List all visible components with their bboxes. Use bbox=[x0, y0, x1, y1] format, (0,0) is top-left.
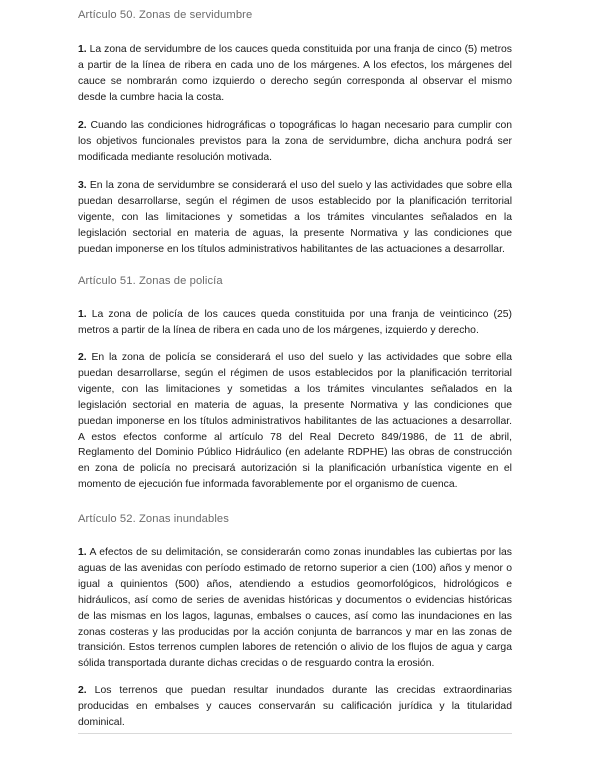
paragraph bbox=[78, 545, 512, 672]
paragraph-number: 2. bbox=[78, 685, 87, 696]
article-title: Artículo 51. Zonas de policía bbox=[78, 275, 223, 287]
paragraph bbox=[78, 42, 512, 106]
paragraph-number: 3. bbox=[78, 180, 87, 191]
paragraph-text: A efectos de su delimitación, se considerarán como zonas inundables las cubiertas por las aguas de las avenidas con período estimado de retorno superior a cien (100) años y menor o igual a quinientos (500) años, atendiendo a estudios geomorfológicos, hidrológicos e hidráulicos, así como de series de avenidas históricas y documentos o evidencias históricas de las mismas en los lagos, lagunas, embalses o cauces, así como las inundaciones en las zonas costeras y las producidas por la acción conjunta de barrancos y mar en las zonas de transición. Estos terrenos cumplen labores de retención o alivio de los flujos de agua y carga sólida transportada durante dichas crecidas o de resguardo contra la erosión. bbox=[78, 547, 512, 670]
paragraph-text: Los terrenos que puedan resultar inundados durante las crecidas extraordinarias producidas en embalses y cauces conservarán su calificación jurídica y la titularidad dominical. bbox=[78, 685, 512, 728]
paragraph bbox=[78, 307, 512, 339]
paragraph bbox=[78, 350, 512, 493]
paragraph bbox=[78, 118, 512, 166]
paragraph-number: 1. bbox=[78, 44, 87, 55]
article-title: Artículo 52. Zonas inundables bbox=[78, 513, 229, 525]
article-title: Artículo 50. Zonas de servidumbre bbox=[78, 9, 253, 21]
paragraph bbox=[78, 683, 512, 731]
footer-divider bbox=[78, 733, 512, 734]
paragraph-text: La zona de policía de los cauces queda constituida por una franja de veinticinco (25) metros a partir de la línea de ribera en cada uno de los márgenes, izquierdo y derecho. bbox=[78, 309, 512, 336]
paragraph-text: En la zona de servidumbre se considerará el uso del suelo y las actividades que sobre ella puedan desarrollarse, según el régimen de usos establecido por la planificación territorial vigente, con las limitaciones y sometidas a los trámites vinculantes señalados en la legislación sectorial en materia de aguas, la presente Normativa y las condiciones que puedan imponerse en los títulos administrativos habilitantes de las actuaciones a desarrollar. bbox=[78, 180, 512, 255]
paragraph-number: 2. bbox=[78, 120, 87, 131]
paragraph-text: Cuando las condiciones hidrográficas o topográficas lo hagan necesario para cumplir con los objetivos funcionales previstos para la zona de servidumbre, dicha anchura podrá ser modificada mediante resolución motivada. bbox=[78, 120, 512, 163]
paragraph bbox=[78, 178, 512, 258]
paragraph-text: En la zona de policía se considerará el uso del suelo y las actividades que sobre ella puedan desarrollarse, según el régimen de usos establecidos por la planificación territorial vigente, con las limitaciones y sometidas a los trámites vinculantes señalados en la legislación sectorial en materia de aguas, la presente Normativa y las condiciones que puedan imponerse en los títulos administrativos habilitantes de las actuaciones a desarrollar. A estos efectos conforme al artículo 78 del Real Decreto 849/1986, de 11 de abril, Reglamento del Dominio Público Hidráulico (en adelante RDPHE) las obras de construcción en zona de policía no precisará autorización si la planificación urbanística vigente en el momento de ejecución fue informada favorablemente por el organismo de cuenca. bbox=[78, 352, 512, 491]
paragraph-text: La zona de servidumbre de los cauces queda constituida por una franja de cinco (5) metros a partir de la línea de ribera en cada uno de los márgenes. A los efectos, los márgenes del cauce se nombrarán como izquierdo o derecho según corresponda al observar el mismo desde la cumbre hacia la costa. bbox=[78, 44, 512, 103]
paragraph-number: 1. bbox=[78, 547, 87, 558]
paragraph-number: 1. bbox=[78, 309, 87, 320]
paragraph-number: 2. bbox=[78, 352, 87, 363]
